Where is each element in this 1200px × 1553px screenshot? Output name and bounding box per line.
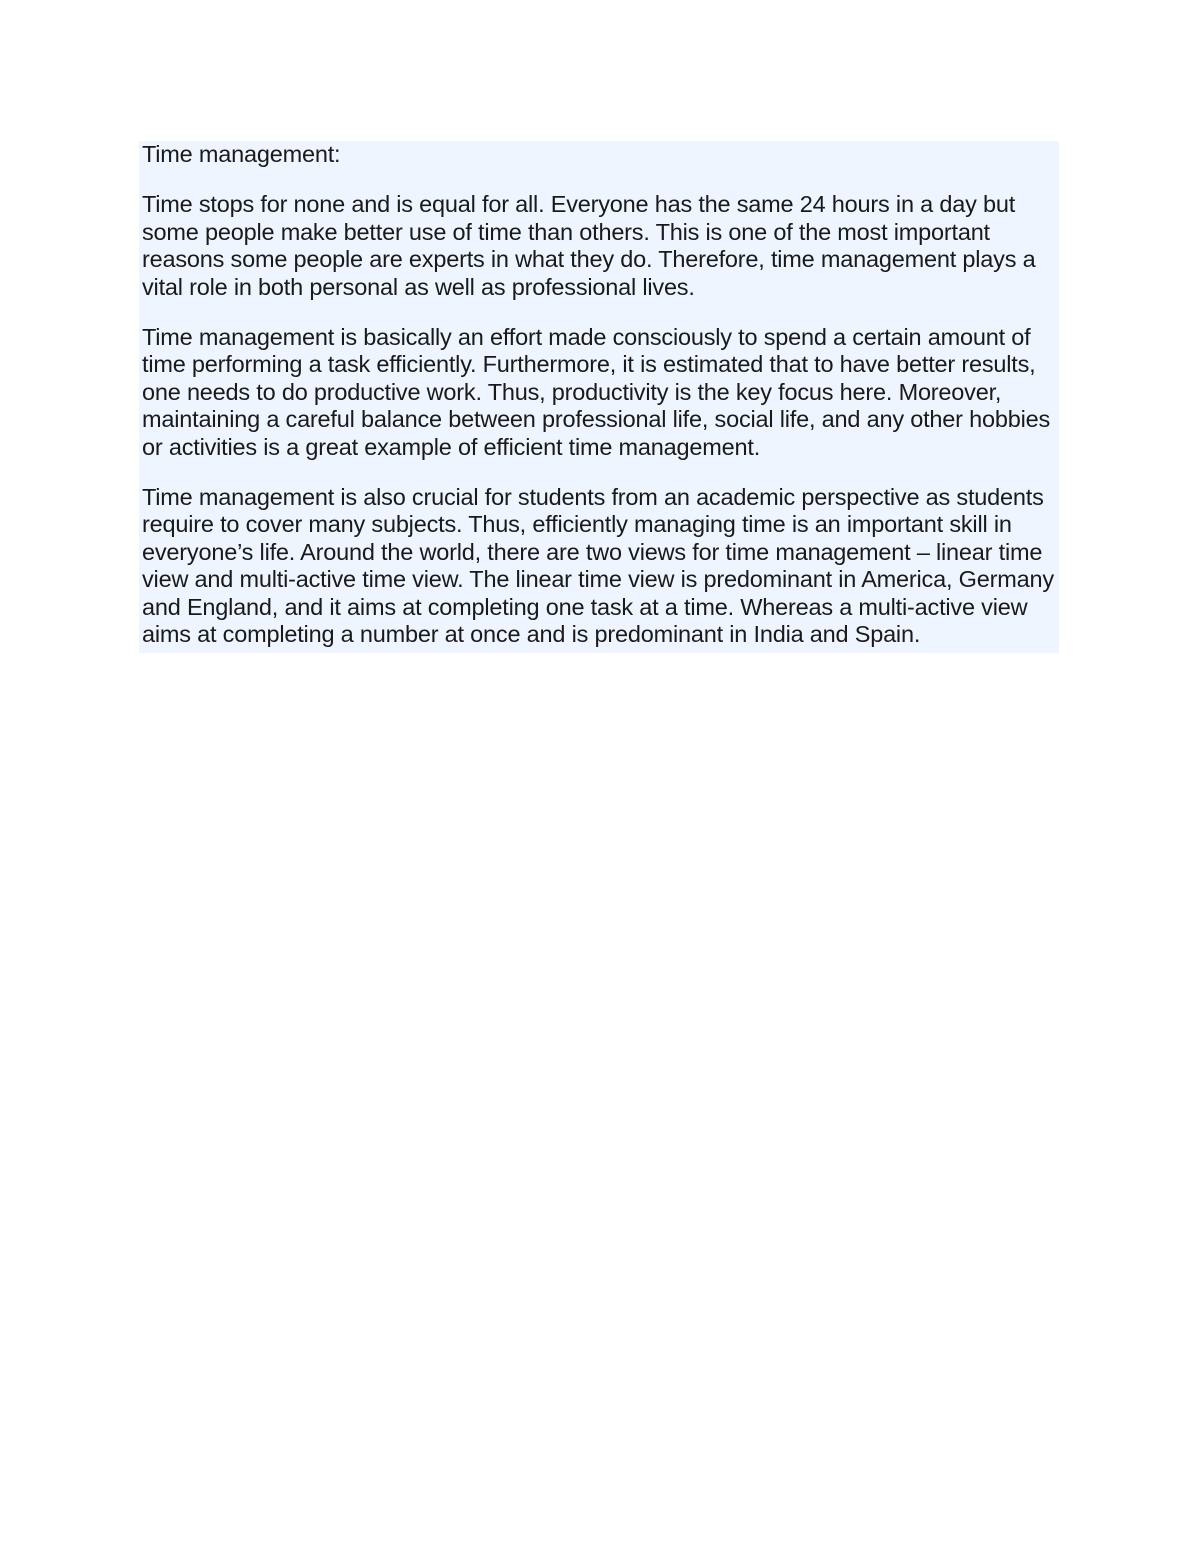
paragraph-3: Time management is also crucial for students from an academic perspective as students require to cover many subjects. Thus, efficiently managing time is an important skill in everyone’s life. Around the world, there are two views for time management – linear time view and multi-active time view. The linear time view is predominant in America, Germany and England, and it aims at completing one task at a time. Whereas a multi-active view aims at completing a number at once and is predominant in India and Spain. [142,484,1054,648]
highlighted-text-block[interactable] [139,141,1059,653]
paragraph-1: Time stops for none and is equal for all. Everyone has the same 24 hours in a day but some people make better use of time than others. This is one of the most important reasons some people are experts in what they do. Therefore, time management plays a vital role in both personal as well as professional lives. [142,191,1036,300]
paragraph-2: Time management is basically an effort made consciously to spend a certain amount of time performing a task efficiently. Furthermore, it is estimated that to have better results, one needs to do productive work. Thus, productivity is the key focus here. Moreover, maintaining a careful balance between professional life, social life, and any other hobbies or activities is a great example of efficient time management. [142,324,1051,460]
document-title: Time management: [142,141,341,167]
